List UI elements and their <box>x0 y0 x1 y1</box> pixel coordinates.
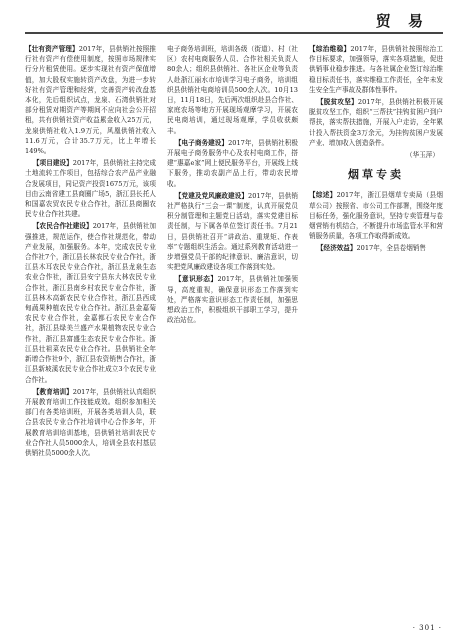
paragraph <box>309 97 443 148</box>
paragraph-heading: 【项目建设】 <box>32 159 73 168</box>
paragraph-heading: 【农民合作社建设】 <box>32 222 93 231</box>
paragraph <box>25 158 156 219</box>
paragraph <box>25 44 156 156</box>
paragraph <box>167 44 298 136</box>
paragraph-text: 2017年，县供销社按照综治工作目标要求，加强领导，落实各项措施，促进供销事业稳步推进。与各社属企业签订综治维稳目标责任书，落实维稳工作责任，全年未发生安全生产事故及群体性事件。 <box>309 45 443 94</box>
paragraph-text: 2017年，县供销社按照推行社有资产有偿使用制度，按照市场规律实行分片租赁使用。逐步实现社有资产保值增值，加大股权实施转资产改盘，为进一步转好社有资产管理和经营，完善资产转改盘基本化，先后组织试点，龙泉、石湾供销社对部分租赁对期资产等期间不应向社会公开招租，共有供销社资产收益累金收入25万元，龙泉供销社收入1.9万元，风凰供销社收入11.6万元，合计35.7万元，比上年增长149%。 <box>25 45 156 156</box>
paragraph <box>167 191 298 273</box>
paragraph-heading: 【脱贫攻坚】 <box>316 98 358 107</box>
section-title: 贸 易 <box>375 12 429 30</box>
author-signature: （华玉萍） <box>406 151 439 160</box>
section-heading: 烟草专卖 <box>348 168 404 182</box>
paragraph <box>25 221 156 384</box>
page-header <box>25 8 443 34</box>
paragraph-heading: 【教育培训】 <box>32 387 73 396</box>
paragraph-text: 2017年，县供销社积极开展脱贫攻坚工作，组织“三帮扶”挂钩贫困户到户帮扶，落实帮扶措施，开展入户走访，全年累计投入帮扶资金3万余元，为挂钩贫困户发展产业、增加收入创造条件。 <box>309 98 443 147</box>
paragraph-heading: 【意识形态】 <box>174 275 218 284</box>
paragraph <box>309 44 443 95</box>
paragraph <box>167 138 298 189</box>
page-number: · 301 · <box>412 624 442 632</box>
paragraph-text: 电子商务培训班，培训各级（街道）、村（社区）农村电商服务人员、合作社相关负责人80余人；组织县供销社、各社区企业等负责人赴浙江丽水市培训学习电子商务，培训组织县供销社电商培训员500余人次。10月13日，11月18日，先后两次组织赴县合作社、家庭农场等地方开展现场观摩学习，开展农民电商培训，通过现场观摩，学员收获颇丰。 <box>167 45 298 135</box>
paragraph-heading: 【党建及党风廉政建设】 <box>174 191 248 200</box>
paragraph <box>167 274 298 325</box>
paragraph <box>25 387 156 458</box>
paragraph-text: 2017年，县供销社加强推进，规范运作，使合作社规范化，带动产业发展，加强服务。本年，完成农民专业合作社7个，浙江县长林农民专业合作社，浙江县木耳农民专业合作社，浙江县龙泉生态农业合作社，浙江县安宁县东大林农民专业合作社，浙江县南乡村农民专业合作社，浙江县林木高新农民专业合作社，浙江县西成甸蔬果种植农民专业合作社。浙江县金嘉菊农民专业合作社，金嘉都石农民专业合作社，浙江县绿美兰盛产水果植物农民专业合作社，浙江县富盛生态农民专业合作社。浙江县壮祖菜农民专业合作社。县供销社全年新增合作社9个，浙江县农资销售合作社，浙江县新坡溪农民专业合作社成立3个农民专业合作社。 <box>25 222 156 384</box>
paragraph-heading: 【综治维稳】 <box>309 45 351 53</box>
paragraph-heading: 【壮有资产管理】 <box>25 45 79 53</box>
paragraph-text: 2017年，县供销社严格执行“三会一课”制度，认真开展党员积分制管理和主题党日活动，落实党建目标责任制，与下属各单位签订责任书。7月21日，县供销社召开“讲政治、重规矩、作表率”专题组织生活会。通过系列教育活动进一步增强党员干部的纪律意识、廉洁意识，切实把党风廉政建设各项工作落到实处。 <box>167 191 298 272</box>
paragraph-heading: 【综述】 <box>309 191 337 200</box>
column-left <box>25 44 156 616</box>
paragraph <box>309 190 443 241</box>
paragraph <box>309 243 443 253</box>
paragraph-text: 2017年，全县卷烟销售 <box>356 244 426 253</box>
paragraph-text: 2017年，浙江县烟草专卖局（县烟草公司）按照省、市公司工作部署，围绕年度目标任务，强化服务意识，坚持专卖管理与卷烟营销有机结合，不断提升市场监管水平和营销服务质量，各项工作取得新成效。 <box>309 191 443 241</box>
paragraph-heading: 【电子商务建设】 <box>174 138 229 147</box>
paragraph-text: 2017年，县供销社积极开展电子商务服务中心及农村电商工作，搭建“惠嘉e家”网上便民服务平台，开展线上线下服务，推动农副产品上行，带动农民增收。 <box>167 138 298 188</box>
paragraph-text: 2017年，县供销社加强领导，高度重视，确保意识形态工作落到实处，严格落实意识形态工作责任制，加强思想政治工作，积极组织干部职工学习，提升政治站位。 <box>167 275 298 325</box>
paragraph-text: 2017年，县供销社认真组织开展教育培训工作技能成效。组织参加相关部门有各类培训班，开展各类培训人员，联合县农民专业合作社培训中心合作多年，开展教育培训培训基地，县供销社培训农民专业合作社人员5000余人，培训全县农村基层供销社员5000余人次。 <box>25 387 156 457</box>
column-right <box>309 44 443 616</box>
paragraph-heading: 【经济效益】 <box>316 244 357 253</box>
column-middle <box>167 44 298 616</box>
paragraph-text: 2017年，县供销社主持完成土地流转工作项目，包括综合农产品产业融合发展项目，同记资产投资1675万元，该项目由云南省建工县商圈广场5，浙江县长托人和国嘉农贸农民专业合作社，浙江县商圈农民专业合作社共建。 <box>25 159 156 219</box>
